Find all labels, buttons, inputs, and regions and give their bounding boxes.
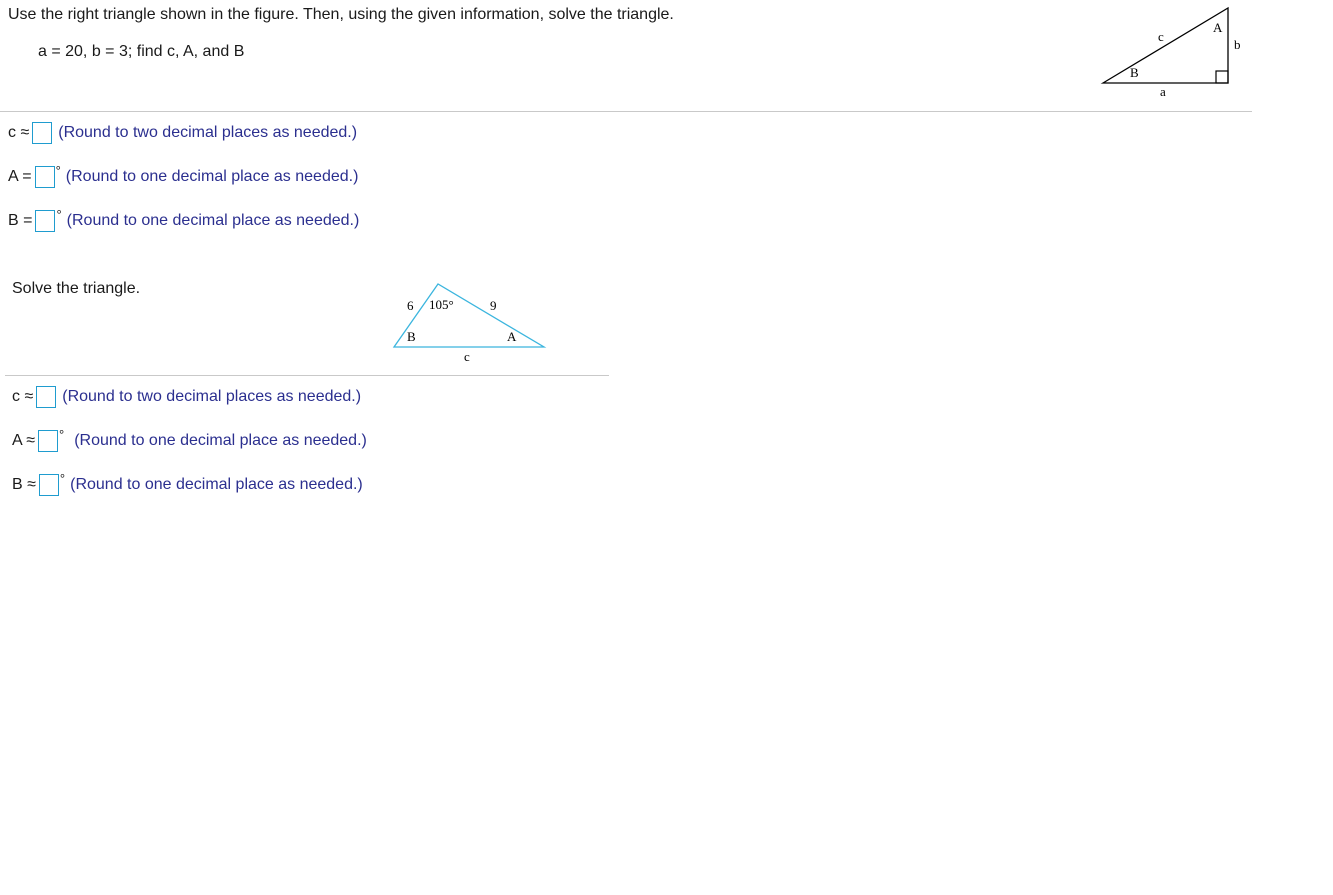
problem2-instruction: Solve the triangle. [12,280,141,297]
problem1-instruction: Use the right triangle shown in the figure. Then, using the given information, solve the triangle. [8,6,674,23]
B-answer-input-2[interactable] [39,474,59,496]
answer-label: A = [8,168,32,185]
fig2-label-B: B [407,329,416,344]
separator-2 [5,375,609,376]
fig2-side-right: 9 [490,298,497,313]
A-answer-input[interactable] [35,166,55,188]
degree-symbol: ° [56,206,62,222]
c-answer-input[interactable] [32,122,52,144]
answer-row-B1 [8,208,359,234]
separator-1 [0,111,1252,112]
rounding-hint: (Round to one decimal place as needed.) [65,168,359,185]
A-answer-input-2[interactable] [38,430,58,452]
answer-label: c ≈ [12,388,34,405]
rounding-hint: (Round to one decimal place as needed.) [70,476,363,493]
c-answer-input-2[interactable] [36,386,56,408]
answer-row-A1 [8,164,358,190]
answer-row-c2 [12,384,361,410]
rounding-hint: (Round to two decimal places as needed.) [58,124,358,141]
rounding-hint: (Round to two decimal places as needed.) [62,388,362,405]
fig1-label-A: A [1213,20,1223,35]
answer-label: c ≈ [8,124,30,141]
degree-symbol: ° [55,162,61,178]
answer-label: A ≈ [12,432,36,449]
problem1-given: a = 20, b = 3; find c, A, and B [38,43,245,60]
right-triangle-figure [1095,4,1255,104]
fig1-label-B: B [1130,65,1139,80]
oblique-triangle-figure [385,278,555,368]
fig2-side-left: 6 [407,298,414,313]
degree-symbol: ° [59,426,65,442]
fig2-label-A: A [507,329,517,344]
fig1-label-a: a [1160,84,1166,99]
answer-label: B ≈ [12,476,36,493]
fig2-angle-top: 105° [429,297,454,312]
fig1-label-c: c [1158,29,1164,44]
fig1-label-b: b [1234,37,1241,52]
rounding-hint: (Round to one decimal place as needed.) [66,212,360,229]
rounding-hint: (Round to one decimal place as needed.) [74,432,367,449]
answer-row-B2 [12,472,363,498]
answer-row-A2 [12,428,367,454]
answer-row-c1 [8,120,357,146]
degree-symbol: ° [59,470,66,486]
answer-label: B = [8,212,33,229]
fig2-label-c: c [464,349,470,364]
B-answer-input[interactable] [35,210,55,232]
